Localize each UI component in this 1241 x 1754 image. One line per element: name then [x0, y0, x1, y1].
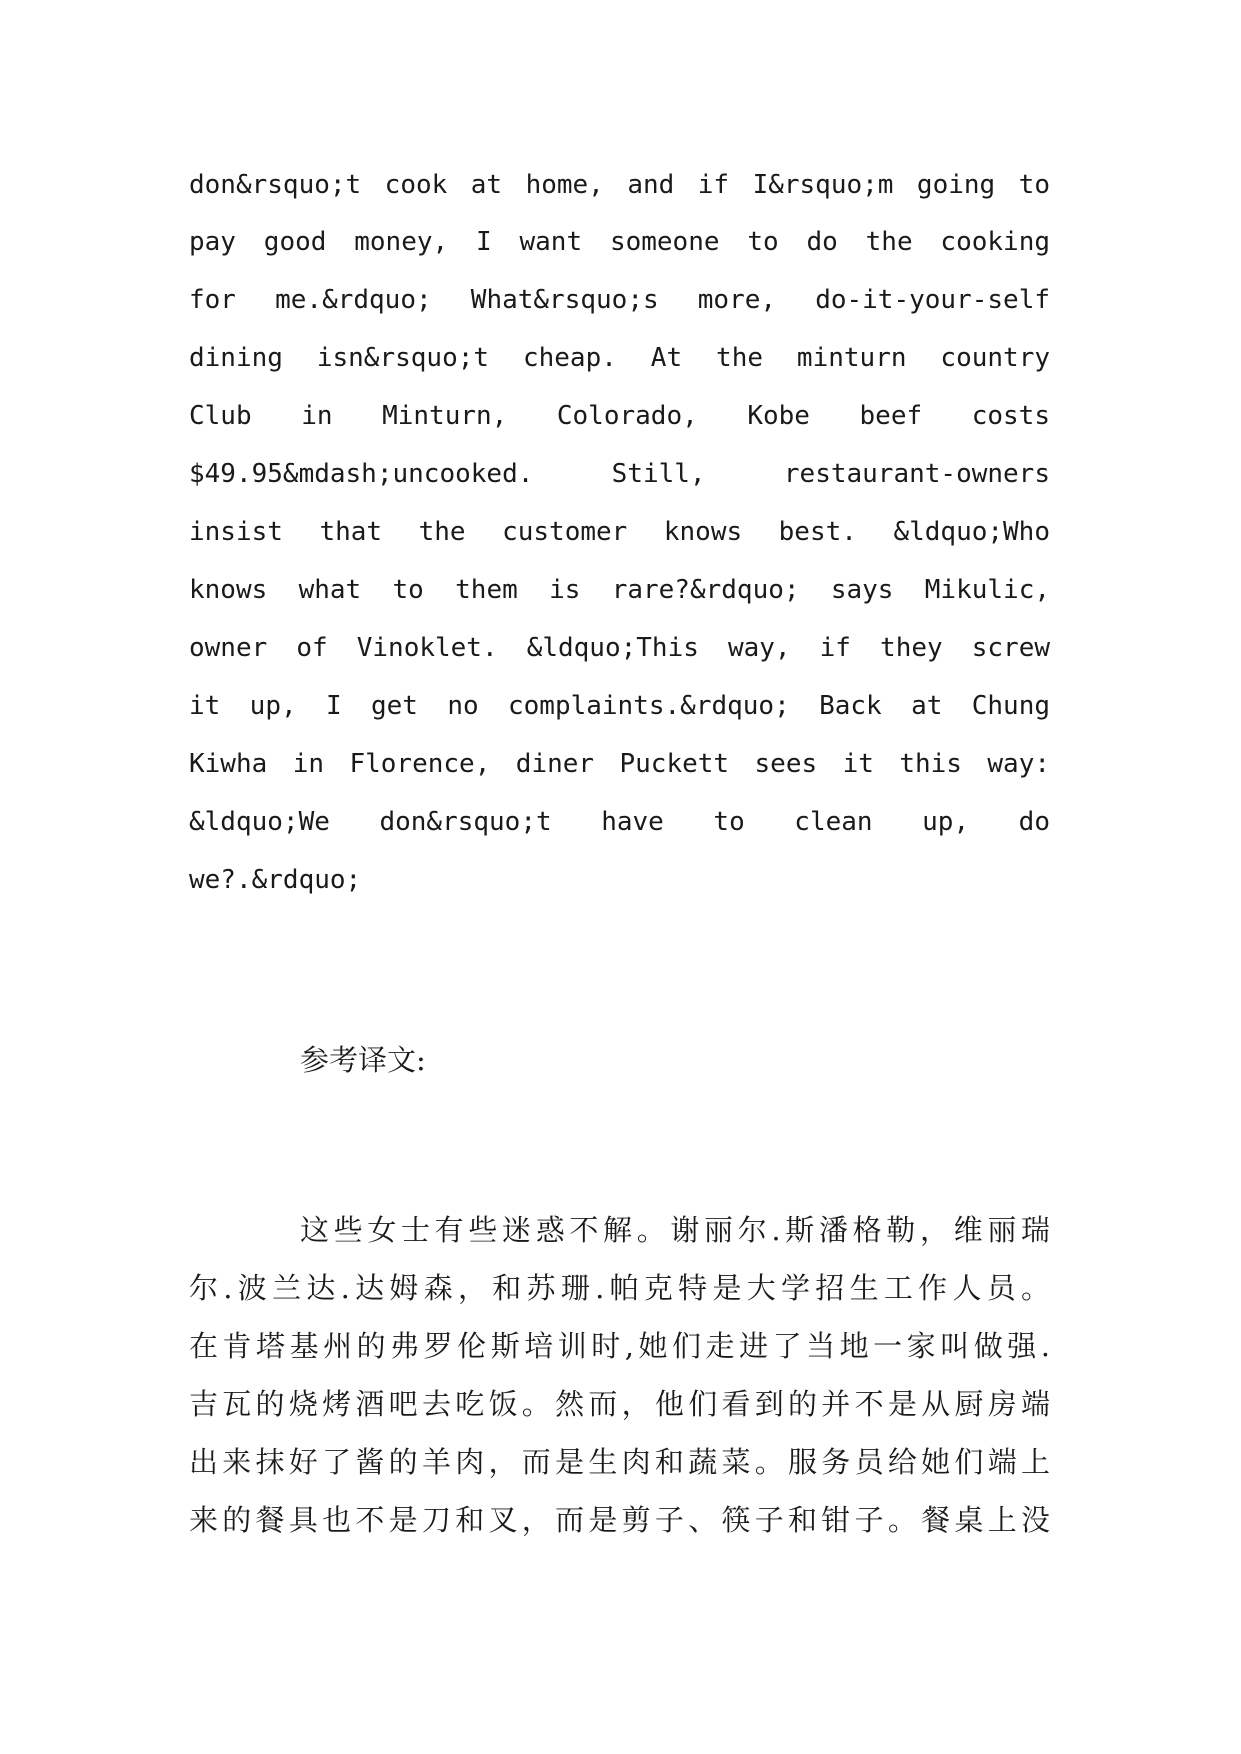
english-line: $49.95&mdash;uncooked. Still, restaurant-owners — [189, 459, 1050, 489]
english-line: pay good money, I want someone to do the cooking — [189, 227, 1050, 257]
english-line: knows what to them is rare?&rdquo; says Mikulic, — [189, 575, 1050, 605]
english-line: insist that the customer knows best. &ldquo;Who — [189, 517, 1050, 547]
chinese-line: 吉瓦的烧烤酒吧去吃饭。然而，他们看到的并不是从厨房端 — [189, 1387, 1050, 1421]
english-line: Club in Minturn, Colorado, Kobe beef costs — [189, 401, 1050, 431]
english-line: &ldquo;We don&rsquo;t have to clean up, do — [189, 807, 1050, 837]
english-line: owner of Vinoklet. &ldquo;This way, if they screw — [189, 633, 1050, 663]
chinese-line: 在肯塔基州的弗罗伦斯培训时,她们走进了当地一家叫做强. — [189, 1329, 1050, 1363]
english-line: for me.&rdquo; What&rsquo;s more, do-it-your-self — [189, 285, 1050, 315]
chinese-line: 尔.波兰达.达姆森，和苏珊.帕克特是大学招生工作人员。 — [189, 1271, 1050, 1305]
chinese-line: 出来抹好了酱的羊肉，而是生肉和蔬菜。服务员给她们端上 — [189, 1445, 1050, 1479]
translation-heading: 参考译文: — [300, 1043, 426, 1077]
english-line: it up, I get no complaints.&rdquo; Back at Chung — [189, 691, 1050, 721]
english-line: don&rsquo;t cook at home, and if I&rsquo;m going to — [189, 170, 1050, 200]
chinese-line: 来的餐具也不是刀和叉，而是剪子、筷子和钳子。餐桌上没 — [189, 1503, 1050, 1537]
english-line: we?.&rdquo; — [189, 865, 362, 895]
chinese-line: 这些女士有些迷惑不解。谢丽尔.斯潘格勒，维丽瑞 — [300, 1213, 1050, 1247]
english-line: dining isn&rsquo;t cheap. At the minturn country — [189, 343, 1050, 373]
english-line: Kiwha in Florence, diner Puckett sees it this way: — [189, 749, 1050, 779]
